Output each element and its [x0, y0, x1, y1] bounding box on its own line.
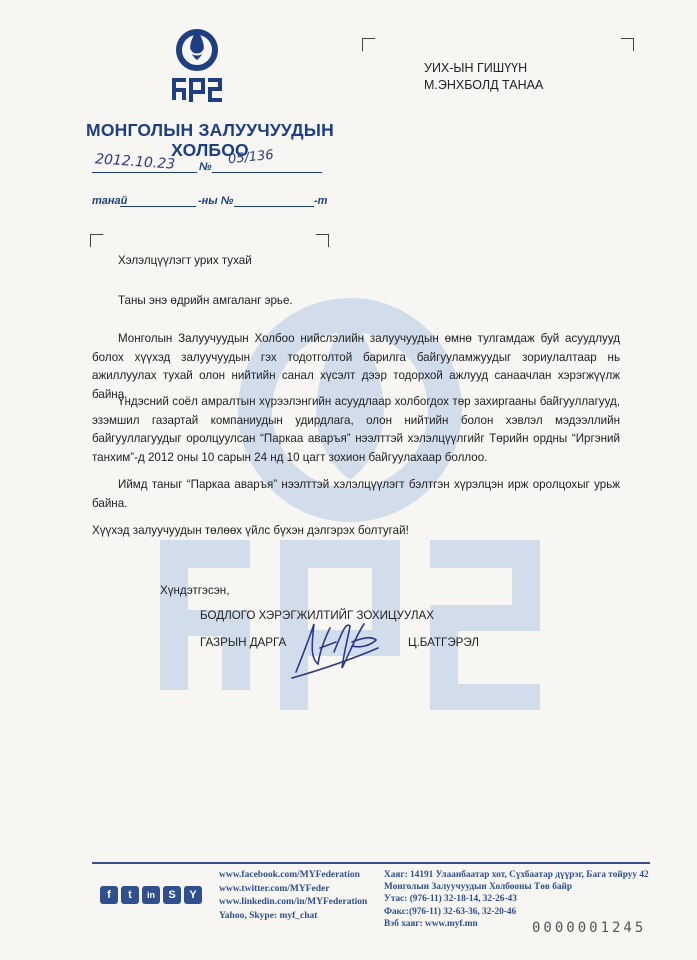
signer-name: Ц.БАТГЭРЭЛ — [408, 636, 479, 649]
org-name-line1: МОНГОЛЫН ЗАЛУУЧУУДЫН — [86, 120, 334, 140]
corner-mark — [90, 234, 103, 247]
facebook-icon[interactable]: f — [100, 886, 118, 904]
corner-mark — [362, 38, 375, 51]
paragraph-2: Үндэсний соёл амралтын хүрээлэнгийн асуудлаар холбогдох төр захиргааны байгууллагууд, эзэмшил газартай компаниудын удирдлага, олон нийтийн болон хэвлэл мэдээллийн байгууллагуудыг оролцуулсан “Паркаа аваръя” нээлттэй хэлэлцүүлгийг Төрийн ордны “Иргэний танхим”-д 2012 оны 10 сарын 24 нд 10 цагт зохион байгуулахаар боллоо. — [92, 395, 620, 464]
handwritten-number: 05/136 — [227, 147, 275, 168]
contact-fax: Факс:(976-11) 32-63-36, 32-20-46 — [384, 906, 517, 917]
linkedin-link[interactable]: www.linkedin.com/in/MYFederation — [219, 897, 368, 907]
org-name-line2: ХОЛБОО — [171, 140, 249, 160]
footer-divider — [92, 862, 650, 864]
corner-mark — [316, 234, 329, 247]
handwritten-date: 2012.10.23 — [94, 151, 176, 173]
ref-underline — [234, 206, 314, 207]
regards: Хүндэтгэсэн, — [160, 584, 230, 597]
linkedin-icon[interactable]: in — [142, 886, 160, 904]
recipient-name: М.ЭНХБОЛД ТАНАА — [424, 78, 544, 92]
paragraph-1: Монголын Залуучуудын Холбоо нийслэлийн залуучуудын өмнө тулгамдаж буй асуудлууд болох хүүхэд залуучуудын гэх тодотголтой барилга байгууламжуудыг зориулалтаар нь ажиллуулах тухай олон нийтийн санал хүсэлт дээр тодорхой ажлууд санаачлан хэрэгжүүлж байна. — [92, 332, 620, 401]
corner-mark — [621, 38, 634, 51]
to-label: танай — [92, 195, 128, 207]
subject-line: Хэлэлцүүлэгт урих тухай — [118, 254, 252, 267]
handwritten-signature — [290, 612, 380, 684]
facebook-link[interactable]: www.facebook.com/MYFederation — [219, 870, 360, 880]
yahoo-icon[interactable]: Y — [184, 886, 202, 904]
paragraph-3: Иймд таныг “Паркаа аваръя” нээлттэй хэлэлцүүлэгт бэлтгэн хүрэлцэн ирж оролцохыг урьж байна. — [92, 478, 620, 510]
org-logo — [168, 28, 226, 108]
recipient-block — [420, 60, 543, 94]
serial-number: 0000001245 — [532, 920, 647, 936]
position-line1: БОДЛОГО ХЭРЭГЖИЛТИЙГ ЗОХИЦУУЛАХ — [200, 609, 434, 622]
closing-wish: Хүүхэд залуучуудын төлөөх үйлс бүхэн дэлгэрэх болтугай! — [92, 524, 409, 537]
recipient-title: УИХ-ЫН ГИШҮҮН — [424, 61, 528, 75]
number-label: № — [199, 161, 212, 173]
skype-icon[interactable]: S — [163, 886, 181, 904]
contact-phone: Утас: (976-11) 32-18-14, 32-26-43 — [384, 894, 517, 905]
ref-label: -ны № — [198, 195, 234, 207]
footer-links — [219, 869, 367, 923]
twitter-icon[interactable]: t — [121, 886, 139, 904]
ref-suffix: -т — [314, 195, 328, 207]
number-underline — [212, 172, 322, 173]
to-underline — [120, 206, 196, 207]
greeting: Таны энэ өдрийн амгаланг эрье. — [118, 294, 293, 307]
contact-building: Монголын Залуучуудын Холбооны Төв байр — [384, 882, 573, 893]
contact-address: Хаяг: 14191 Улаанбаатар хот, Сүхбаатар дүүрэг, Бага тойруу 42 — [384, 870, 649, 880]
chat-handle: Yahoo, Skype: myf_chat — [219, 910, 318, 921]
twitter-link[interactable]: www.twitter.com/MYFeder — [219, 883, 330, 894]
date-underline — [92, 172, 197, 173]
contact-website[interactable]: Вэб хаяг: www.myf.mn — [384, 918, 478, 929]
position-line2: ГАЗРЫН ДАРГА — [200, 636, 287, 649]
